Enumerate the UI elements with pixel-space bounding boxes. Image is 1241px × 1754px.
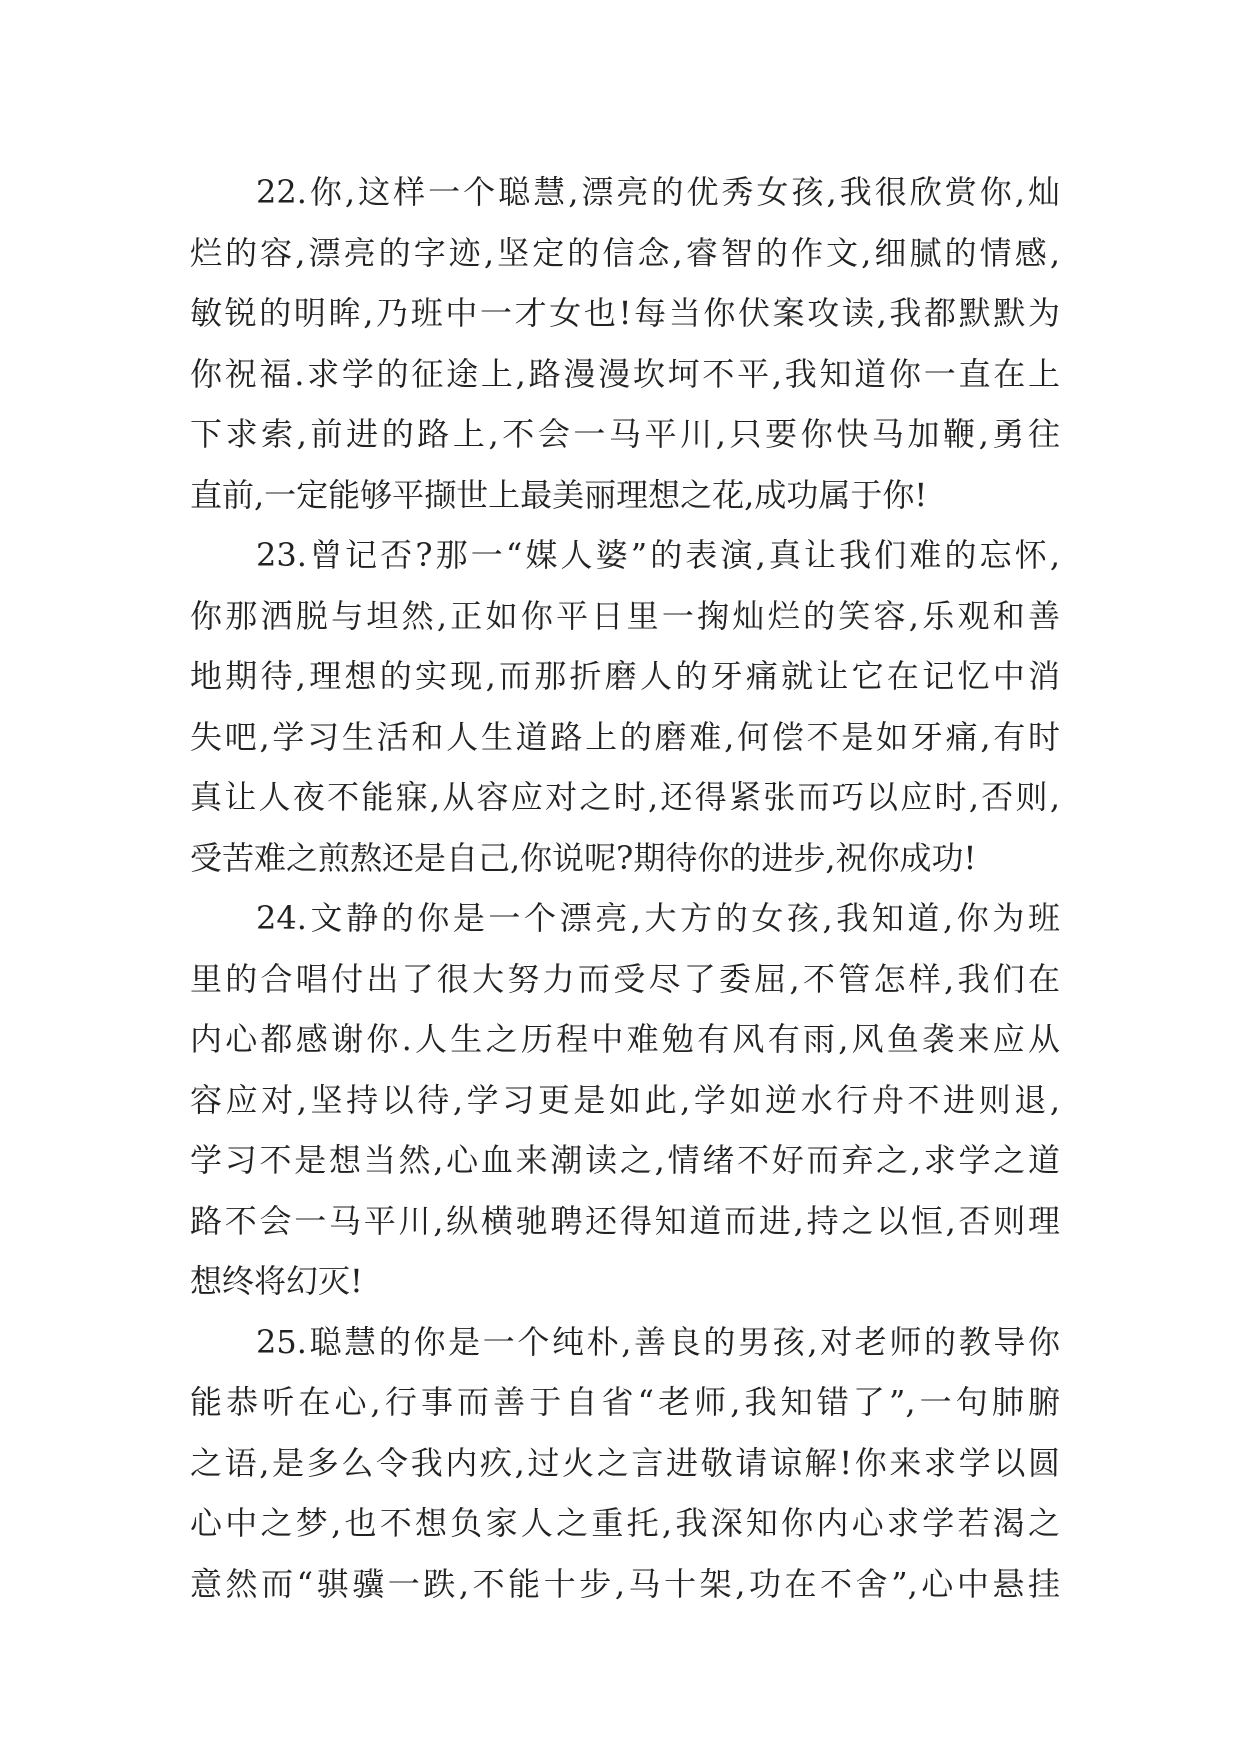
paragraph-22-line-4: 你祝福.求学的征途上,路漫漫坎坷不平,我知道你一直在上 [190, 354, 1060, 393]
paragraph-23-line-6: 受苦难之煎熬还是自己,你说呢?期待你的进步,祝你成功! [190, 838, 977, 877]
paragraph-23-line-1: 23.曾记否?那一“媒人婆”的表演,真让我们难的忘怀, [256, 536, 1060, 574]
paragraph-24-line-7: 想终将幻灭! [190, 1262, 363, 1300]
paragraph-24-line-4: 容应对,坚持以待,学习更是如此,学如逆水行舟不进则退, [190, 1080, 1060, 1119]
paragraph-22-line-2: 烂的容,漂亮的字迹,坚定的信念,睿智的作文,细腻的情感, [190, 233, 1060, 272]
paragraph-24-line-3: 内心都感谢你.人生之历程中难勉有风有雨,风鱼袭来应从 [190, 1020, 1060, 1058]
paragraph-24-line-6: 路不会一马平川,纵横驰聘还得知道而进,持之以恒,否则理 [190, 1201, 1060, 1240]
paragraph-22-line-5: 下求索,前进的路上,不会一马平川,只要你快马加鞭,勇往 [190, 415, 1060, 453]
paragraph-25-line-3: 之语,是多么令我内疚,过火之言进敬请谅解!你来求学以圆 [190, 1443, 1060, 1482]
body-text [190, 162, 1060, 1614]
paragraph-23-line-4: 失吧,学习生活和人生道路上的磨难,何偿不是如牙痛,有时 [190, 717, 1060, 756]
paragraph-25-line-1: 25.聪慧的你是一个纯朴,善良的男孩,对老师的教导你 [256, 1322, 1060, 1361]
paragraph-25-line-2: 能恭听在心,行事而善于自省“老师,我知错了”,一句肺腑 [190, 1383, 1060, 1421]
paragraph-23-line-3: 地期待,理想的实现,而那折磨人的牙痛就让它在记忆中消 [190, 657, 1060, 695]
paragraph-23-line-2: 你那洒脱与坦然,正如你平日里一掬灿烂的笑容,乐观和善 [190, 596, 1060, 635]
paragraph-23-line-5: 真让人夜不能寐,从容应对之时,还得紧张而巧以应时,否则, [190, 778, 1060, 816]
paragraph-24-line-5: 学习不是想当然,心血来潮读之,情绪不好而弃之,求学之道 [190, 1141, 1060, 1179]
paragraph-25-line-5: 意然而“骐骥一跌,不能十步,马十架,功在不舍”,心中悬挂 [190, 1564, 1060, 1603]
paragraph-24-line-1: 24.文静的你是一个漂亮,大方的女孩,我知道,你为班 [256, 899, 1060, 937]
paragraph-25-line-4: 心中之梦,也不想负家人之重托,我深知你内心求学若渴之 [190, 1504, 1060, 1542]
paragraph-22-line-6: 直前,一定能够平撷世上最美丽理想之花,成功属于你! [190, 475, 928, 514]
paragraph-22-line-3: 敏锐的明眸,乃班中一才女也!每当你伏案攻读,我都默默为 [190, 294, 1060, 332]
paragraph-22-line-1: 22.你,这样一个聪慧,漂亮的优秀女孩,我很欣赏你,灿 [256, 173, 1060, 211]
paragraph-24-line-2: 里的合唱付出了很大努力而受尽了委屈,不管怎样,我们在 [190, 959, 1060, 998]
